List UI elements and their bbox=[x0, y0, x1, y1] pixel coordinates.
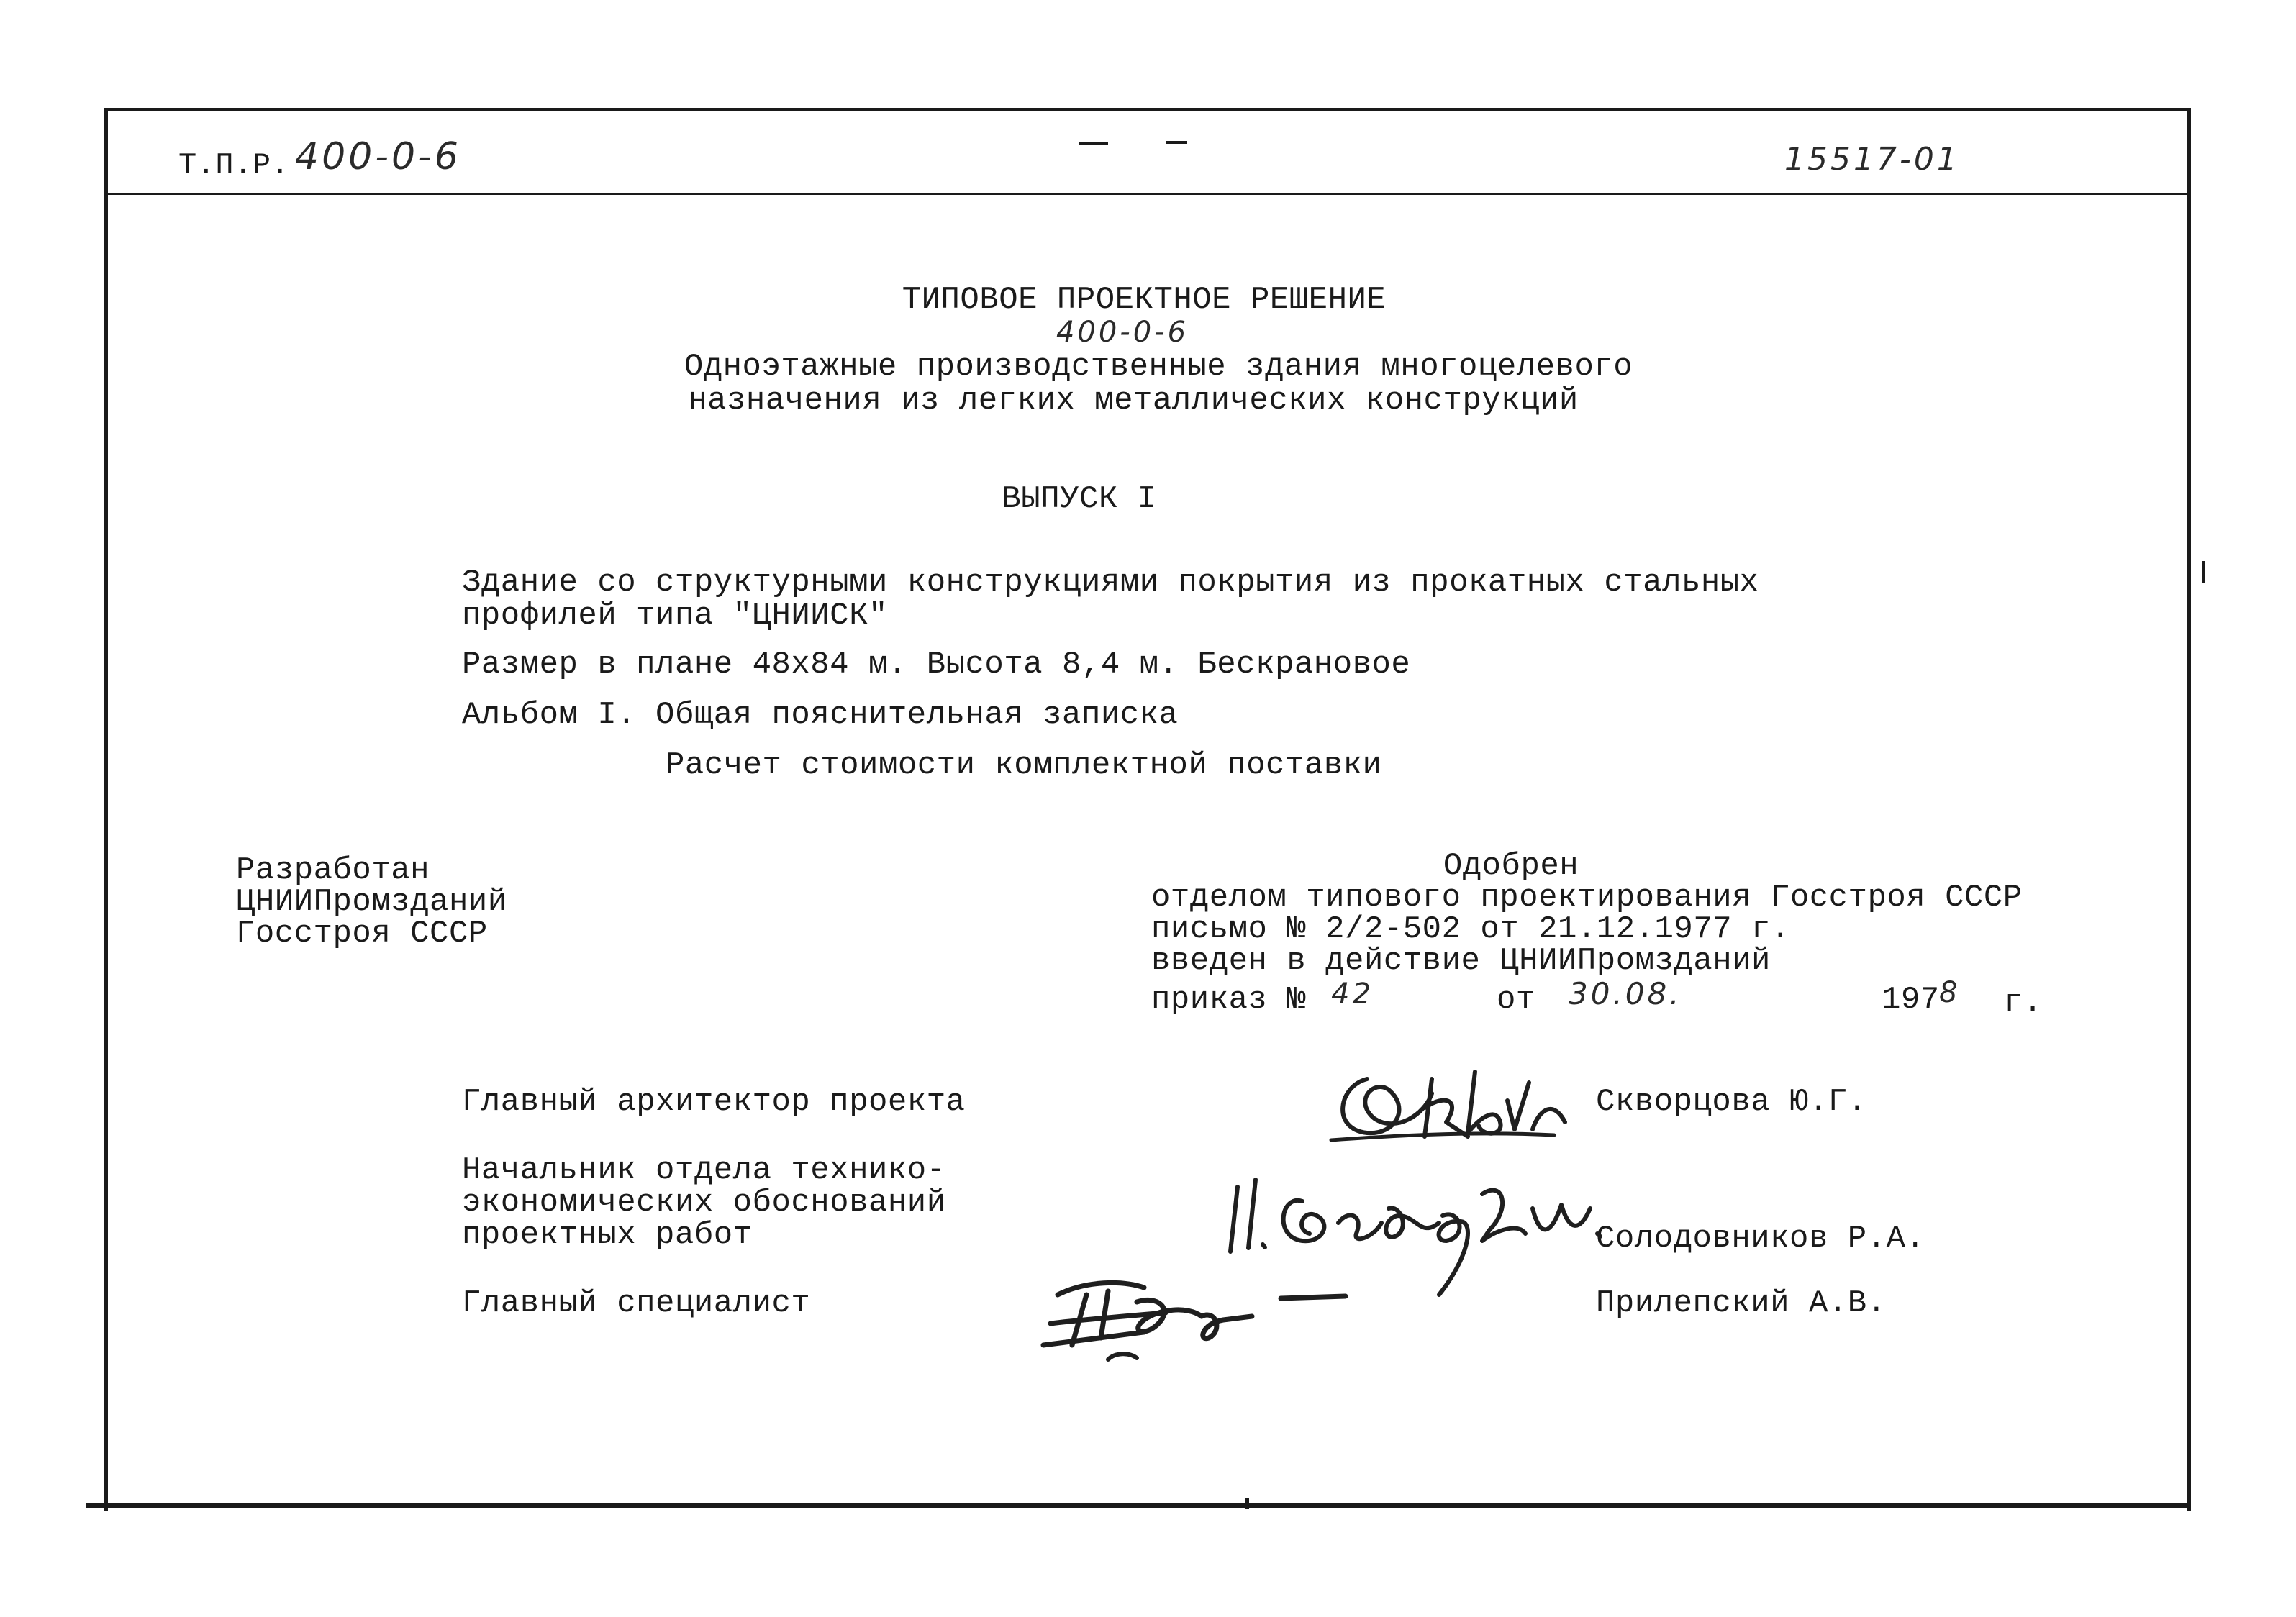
scan-mark-top bbox=[1079, 142, 1108, 145]
approved-department: отделом типового проектирования Госстроя СССР bbox=[1151, 880, 2023, 916]
signature-skvortsova-icon bbox=[1324, 1050, 1569, 1151]
building-size: Размер в плане 48х84 м. Высота 8,4 м. Бескрановое bbox=[462, 647, 1411, 683]
sheet-code: 15517-01 bbox=[1784, 141, 1960, 178]
album-title: Альбом I. Общая пояснительная записка bbox=[462, 697, 1179, 733]
document-type-title: ТИПОВОЕ ПРОЕКТНОЕ РЕШЕНИЕ bbox=[902, 282, 1387, 318]
tpr-number: 400-0-6 bbox=[295, 135, 461, 178]
chief-architect-title: Главный архитектор проекта bbox=[462, 1084, 966, 1120]
chief-specialist-name: Прилепский А.В. bbox=[1596, 1285, 1887, 1321]
enactment-line: введен в действие ЦНИИПромзданий bbox=[1151, 943, 1771, 979]
frame-left-border bbox=[104, 108, 108, 1511]
tpr-prefix: Т.П.Р. bbox=[178, 148, 290, 183]
head-dept-title-line2: экономических обоснований bbox=[462, 1185, 946, 1221]
issue-label: ВЫПУСК I bbox=[1002, 481, 1157, 517]
order-year-suffix: г. bbox=[2004, 985, 2043, 1021]
head-dept-title-line3: проектных работ bbox=[462, 1217, 753, 1253]
frame-right-border bbox=[2187, 108, 2191, 1511]
document-number: 400-0-6 bbox=[1056, 316, 1189, 349]
head-dept-title-line1: Начальник отдела технико- bbox=[462, 1152, 946, 1188]
scan-mark-bottom bbox=[1245, 1498, 1249, 1509]
order-year-prefix: 197 bbox=[1882, 982, 1940, 1018]
scan-mark-right bbox=[2202, 561, 2205, 583]
building-description-line2: профилей типа "ЦНИИСК" bbox=[462, 598, 888, 634]
approval-letter: письмо № 2/2-502 от 21.12.1977 г. bbox=[1151, 911, 1790, 947]
approved-label: Одобрен bbox=[1443, 848, 1579, 884]
header-divider bbox=[104, 193, 2191, 195]
developed-org: ЦНИИПромзданий bbox=[236, 884, 507, 920]
developed-label: Разработан bbox=[236, 852, 430, 888]
document-title-line1: Одноэтажные производственные здания многоцелевого bbox=[684, 349, 1633, 385]
chief-specialist-title: Главный специалист bbox=[462, 1285, 811, 1321]
document-title-line2: назначения из легких металлических конструкций bbox=[688, 383, 1579, 419]
order-year-digit: 8 bbox=[1939, 976, 1961, 1009]
order-date: 30.08. bbox=[1569, 976, 1682, 1011]
scan-mark-top-2 bbox=[1166, 141, 1187, 144]
order-from: от bbox=[1497, 982, 1535, 1018]
frame-top-border bbox=[104, 108, 2191, 111]
calculation-title: Расчет стоимости комплектной поставки bbox=[666, 747, 1382, 783]
order-number: 42 bbox=[1331, 978, 1374, 1011]
frame-bottom-border bbox=[86, 1503, 2187, 1508]
head-dept-name: Солодовников Р.А. bbox=[1596, 1221, 1925, 1257]
order-label: приказ № bbox=[1151, 982, 1307, 1018]
building-description-line1: Здание со структурными конструкциями покрытия из прокатных стальных bbox=[462, 565, 1759, 601]
signature-prilepsky-icon bbox=[1036, 1252, 1381, 1367]
developed-authority: Госстроя СССР bbox=[236, 916, 488, 952]
chief-architect-name: Скворцова Ю.Г. bbox=[1596, 1084, 1867, 1120]
